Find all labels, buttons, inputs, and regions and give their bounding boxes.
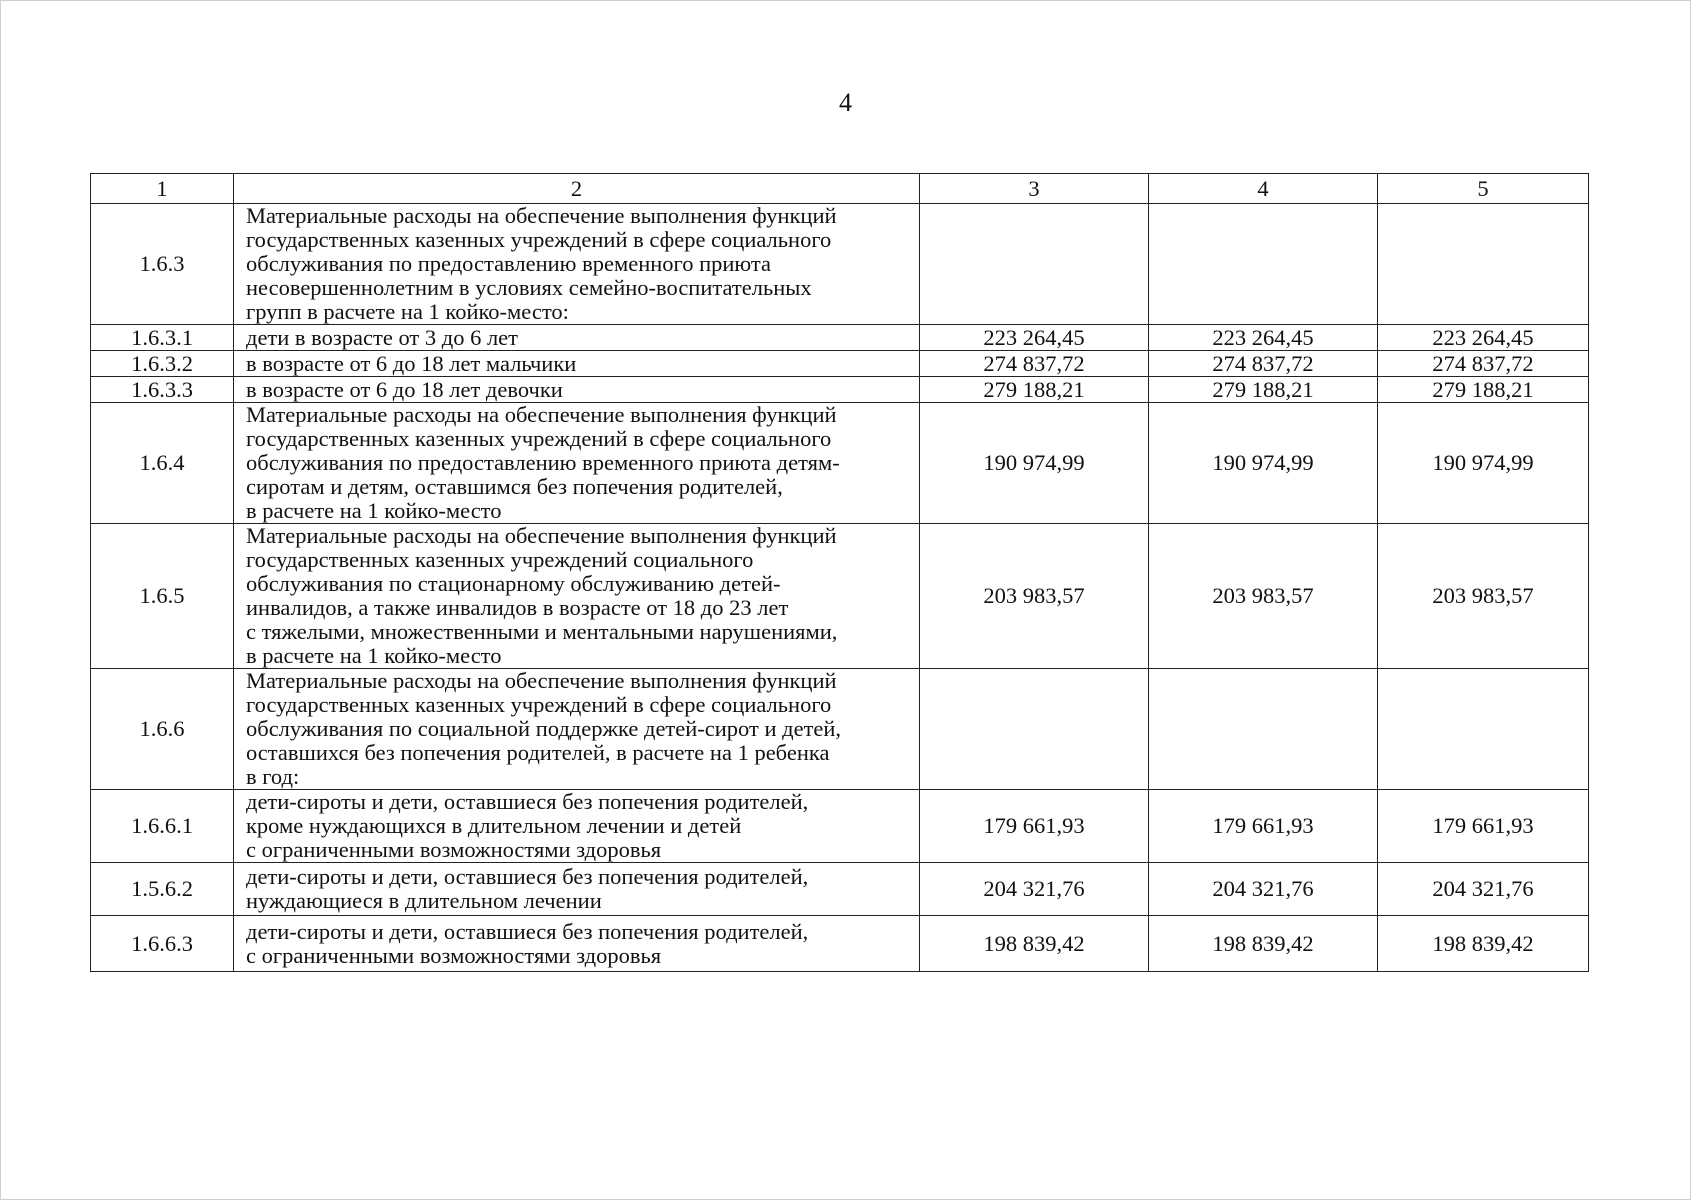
row-code: 1.6.6 <box>91 669 234 790</box>
description-line: инвалидов, а также инвалидов в возрасте от 18 до 23 лет <box>246 595 789 620</box>
description-line: с тяжелыми, множественными и ментальными нарушениями, <box>246 619 838 644</box>
description-line: обслуживания по предоставлению временного приюта <box>246 251 772 276</box>
description-line: с ограниченными возможностями здоровья <box>246 942 662 968</box>
row-value-v5: 179 661,93 <box>1378 790 1589 863</box>
row-value-v3: 204 321,76 <box>920 863 1149 916</box>
description-line: государственных казенных учреждений в сфере социального <box>246 227 832 252</box>
header-cell: 4 <box>1149 174 1378 204</box>
row-value-v5: 279 188,21 <box>1378 377 1589 403</box>
description-line: сиротам и детям, оставшимся без попечения родителей, <box>246 474 783 499</box>
description-line: дети-сироты и дети, оставшиеся без попечения родителей, <box>246 918 809 944</box>
row-value-v3: 190 974,99 <box>920 403 1149 524</box>
row-code: 1.6.6.3 <box>91 916 234 972</box>
description-line: обслуживания по предоставлению временного приюта детям- <box>246 450 840 475</box>
description-line: оставшихся без попечения родителей, в расчете на 1 ребенка <box>246 740 830 765</box>
row-description <box>234 204 920 325</box>
row-description <box>234 669 920 790</box>
description-line: государственных казенных учреждений в сфере социального <box>246 426 832 451</box>
row-code: 1.5.6.2 <box>91 863 234 916</box>
row-code: 1.6.3.2 <box>91 351 234 377</box>
page-number: 4 <box>839 88 852 117</box>
header-cell: 3 <box>920 174 1149 204</box>
row-value-v5: 204 321,76 <box>1378 863 1589 916</box>
description-line: дети-сироты и дети, оставшиеся без попечения родителей, <box>246 789 809 814</box>
row-value-v3: 279 188,21 <box>920 377 1149 403</box>
description-line: Материальные расходы на обеспечение выполнения функций <box>246 523 837 548</box>
row-code: 1.6.3.1 <box>91 325 234 351</box>
row-description <box>234 524 920 669</box>
row-value-v3: 223 264,45 <box>920 325 1149 351</box>
row-value-v4: 279 188,21 <box>1149 377 1378 403</box>
header-cell: 1 <box>91 174 234 204</box>
table-row <box>91 916 1589 972</box>
description-line: обслуживания по социальной поддержке детей-сирот и детей, <box>246 716 842 741</box>
row-description <box>234 403 920 524</box>
description-line: в возрасте от 6 до 18 лет мальчики <box>246 350 577 376</box>
row-description <box>234 325 920 351</box>
row-value-v4: 223 264,45 <box>1149 325 1378 351</box>
table-row <box>91 325 1589 351</box>
table-row <box>91 863 1589 916</box>
row-value-v4: 198 839,42 <box>1149 916 1378 972</box>
row-value-v3 <box>920 204 1149 325</box>
row-value-v5: 198 839,42 <box>1378 916 1589 972</box>
row-value-v5: 274 837,72 <box>1378 351 1589 377</box>
expenses-table <box>90 173 1589 972</box>
row-value-v4: 179 661,93 <box>1149 790 1378 863</box>
table-row <box>91 377 1589 403</box>
description-line: кроме нуждающихся в длительном лечении и детей <box>246 813 742 838</box>
table-header-row <box>91 174 1589 204</box>
row-value-v4 <box>1149 669 1378 790</box>
row-value-v3: 203 983,57 <box>920 524 1149 669</box>
row-value-v3: 274 837,72 <box>920 351 1149 377</box>
row-description <box>234 377 920 403</box>
row-code: 1.6.3.3 <box>91 377 234 403</box>
table-row <box>91 403 1589 524</box>
row-value-v5: 190 974,99 <box>1378 403 1589 524</box>
row-code: 1.6.4 <box>91 403 234 524</box>
row-code: 1.6.6.1 <box>91 790 234 863</box>
table-row <box>91 204 1589 325</box>
row-code: 1.6.5 <box>91 524 234 669</box>
row-value-v4: 190 974,99 <box>1149 403 1378 524</box>
table-row <box>91 351 1589 377</box>
row-description <box>234 863 920 916</box>
row-value-v5: 223 264,45 <box>1378 325 1589 351</box>
description-line: в возрасте от 6 до 18 лет девочки <box>246 376 563 402</box>
description-line: нуждающиеся в длительном лечении <box>246 888 602 913</box>
row-value-v3 <box>920 669 1149 790</box>
row-value-v3: 179 661,93 <box>920 790 1149 863</box>
row-value-v4 <box>1149 204 1378 325</box>
description-line: групп в расчете на 1 койко-место: <box>246 299 569 324</box>
header-cell: 2 <box>234 174 920 204</box>
description-line: в расчете на 1 койко-место <box>246 643 502 668</box>
table-row <box>91 524 1589 669</box>
row-value-v5: 203 983,57 <box>1378 524 1589 669</box>
description-line: в расчете на 1 койко-место <box>246 498 502 523</box>
description-line: Материальные расходы на обеспечение выполнения функций <box>246 203 837 228</box>
description-line: дети в возрасте от 3 до 6 лет <box>246 324 518 350</box>
table-row <box>91 790 1589 863</box>
row-description <box>234 351 920 377</box>
table-row <box>91 669 1589 790</box>
row-description <box>234 790 920 863</box>
description-line: несовершеннолетним в условиях семейно-воспитательных <box>246 275 812 300</box>
row-value-v4: 274 837,72 <box>1149 351 1378 377</box>
description-line: государственных казенных учреждений в сфере социального <box>246 692 832 717</box>
description-line: обслуживания по стационарному обслуживанию детей- <box>246 571 781 596</box>
header-cell: 5 <box>1378 174 1589 204</box>
description-line: государственных казенных учреждений социального <box>246 547 754 572</box>
row-value-v5 <box>1378 669 1589 790</box>
row-value-v4: 204 321,76 <box>1149 863 1378 916</box>
row-value-v4: 203 983,57 <box>1149 524 1378 669</box>
description-line: с ограниченными возможностями здоровья <box>246 837 662 862</box>
description-line: дети-сироты и дети, оставшиеся без попечения родителей, <box>246 864 809 889</box>
description-line: Материальные расходы на обеспечение выполнения функций <box>246 668 837 693</box>
description-line: Материальные расходы на обеспечение выполнения функций <box>246 402 837 427</box>
row-value-v3: 198 839,42 <box>920 916 1149 972</box>
description-line: в год: <box>246 764 300 789</box>
row-code: 1.6.3 <box>91 204 234 325</box>
row-value-v5 <box>1378 204 1589 325</box>
row-description <box>234 916 920 972</box>
